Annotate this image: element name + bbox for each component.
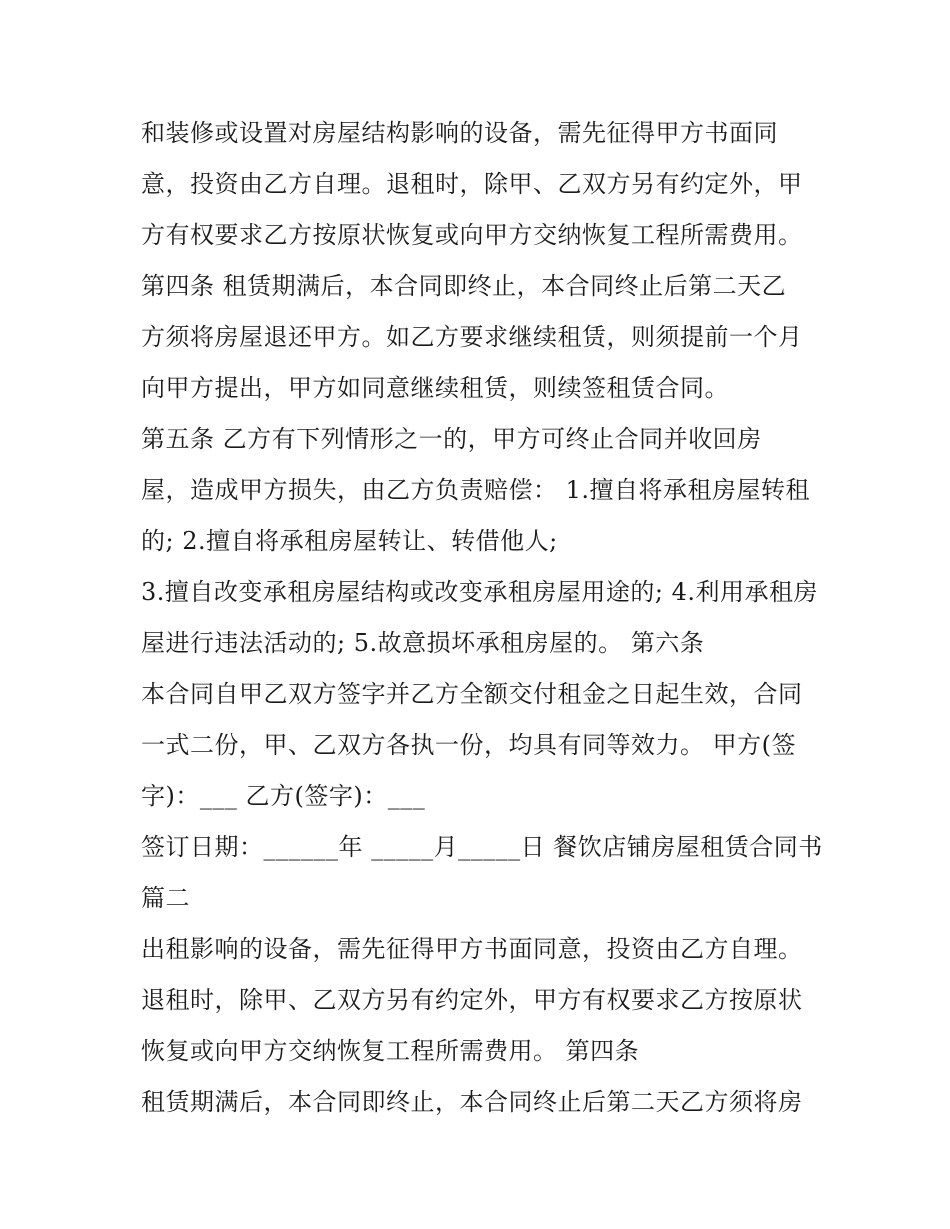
text-line: 第四条 租赁期满后，本合同即终止，本合同终止后第二天乙 [141, 272, 787, 300]
text-line: 3.擅自改变承租房屋结构或改变承租房屋用途的; 4.利用承租房 [141, 578, 819, 606]
text-line: 篇二 [141, 884, 190, 912]
text-line: 屋进行违法活动的; 5.故意损坏承租房屋的。 第六条 [141, 629, 705, 657]
text-line: 屋，造成甲方损失，由乙方负责赔偿： 1.擅自将承租房屋转租 [141, 476, 811, 504]
text-line: 退租时，除甲、乙双方另有约定外，甲方有权要求乙方按原状 [141, 986, 803, 1014]
text-line: 方有权要求乙方按原状恢复或向甲方交纳恢复工程所需费用。 [141, 221, 803, 249]
text-line: 第五条 乙方有下列情形之一的，甲方可终止合同并收回房 [141, 425, 762, 453]
text-line: 和装修或设置对房屋结构影响的设备，需先征得甲方书面同 [141, 119, 778, 147]
text-line: 字)：___ 乙方(签字)：___ [141, 782, 426, 810]
text-line: 本合同自甲乙双方签字并乙方全额交付租金之日起生效，合同 [141, 680, 803, 708]
text-line: 签订日期：______年 _____月_____日 餐饮店铺房屋租赁合同书 [141, 833, 823, 861]
document-body [141, 108, 821, 1128]
text-line: 意，投资由乙方自理。退租时，除甲、乙双方另有约定外，甲 [141, 170, 803, 198]
text-line: 一式二份，甲、乙双方各执一份，均具有同等效力。 甲方(签 [141, 731, 796, 759]
text-line: 恢复或向甲方交纳恢复工程所需费用。 第四条 [141, 1037, 640, 1065]
text-line: 向甲方提出，甲方如同意继续租赁，则续签租赁合同。 [141, 374, 729, 402]
text-line: 方须将房屋退还甲方。如乙方要求继续租赁，则须提前一个月 [141, 323, 803, 351]
text-line: 的; 2.擅自将承租房屋转让、转借他人; [141, 527, 558, 555]
text-line: 出租影响的设备，需先征得甲方书面同意，投资由乙方自理。 [141, 935, 803, 963]
text-line: 租赁期满后，本合同即终止，本合同终止后第二天乙方须将房 [141, 1088, 803, 1116]
